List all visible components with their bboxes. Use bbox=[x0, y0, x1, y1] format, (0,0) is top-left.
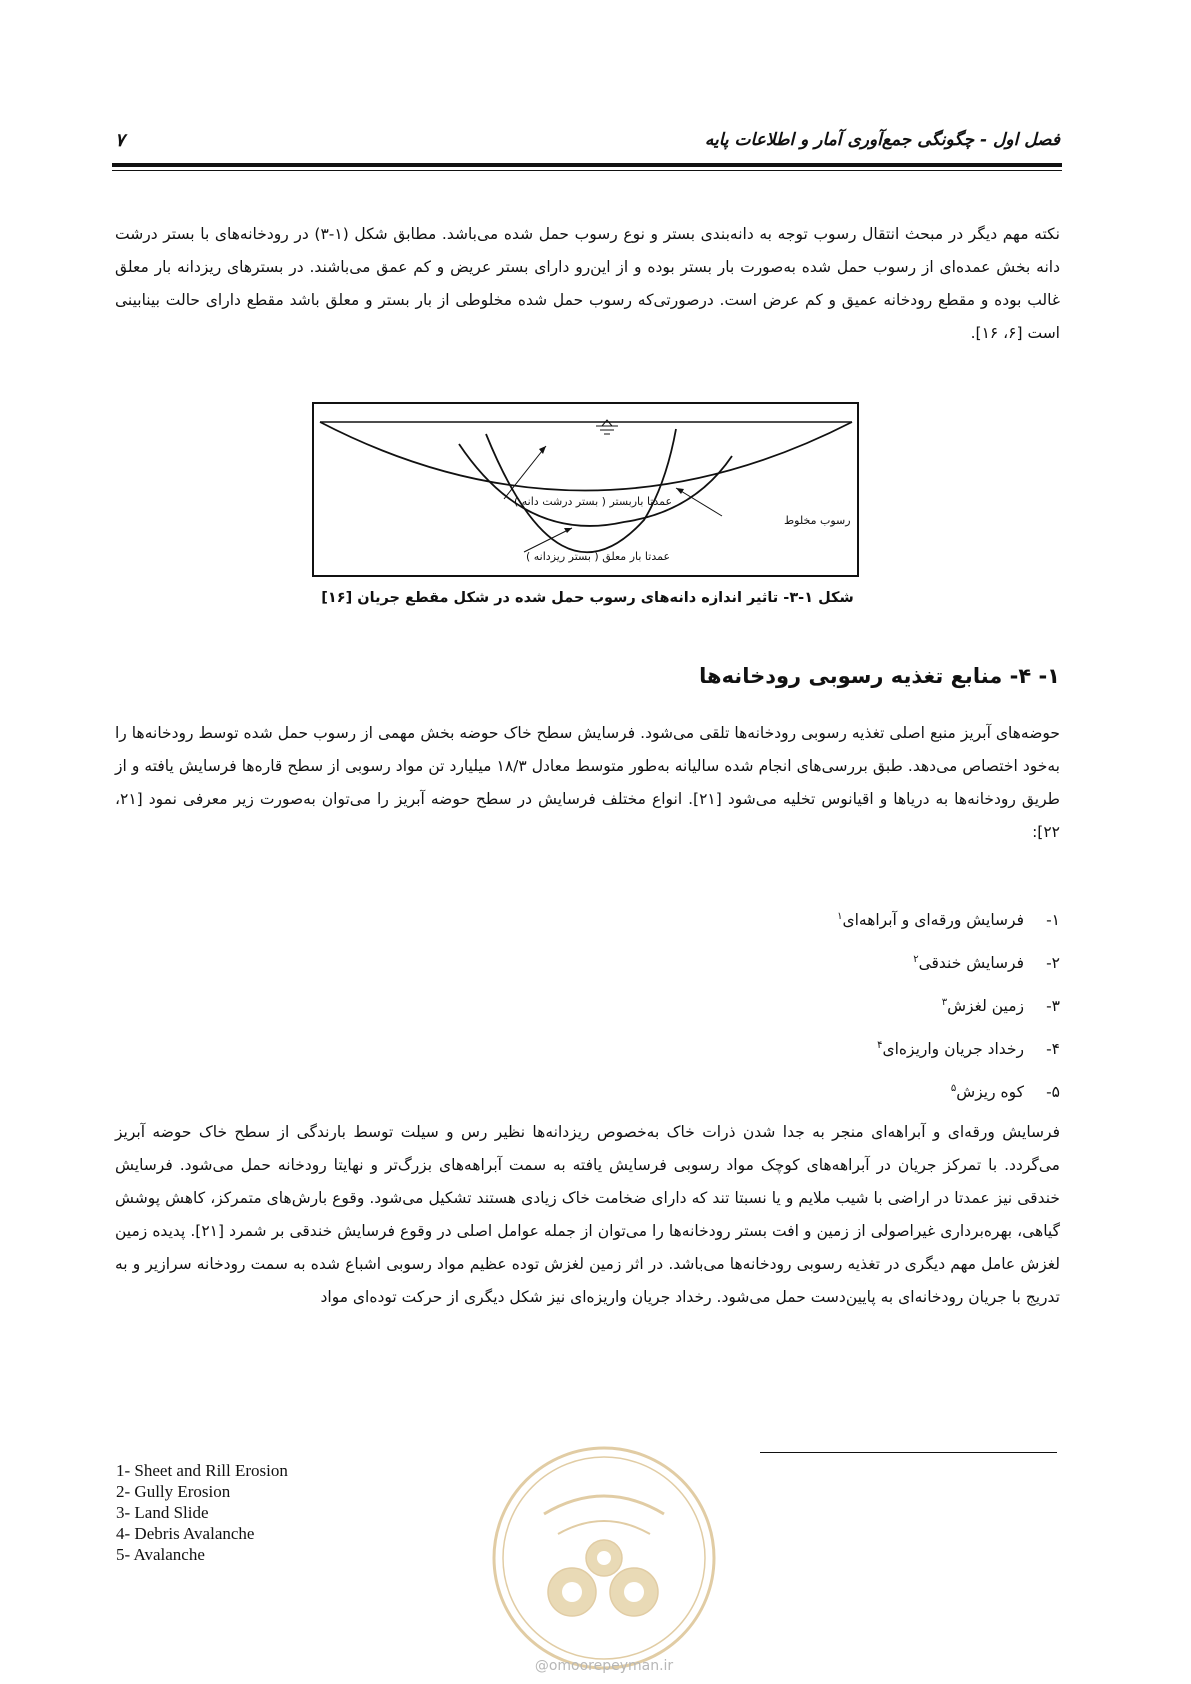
footnote-ref: ۵ bbox=[950, 1082, 957, 1094]
footnote-ref: ۲ bbox=[913, 953, 919, 965]
header-rule-thin bbox=[112, 170, 1062, 171]
footnote: 4- Debris Avalanche bbox=[116, 1524, 255, 1543]
footnote-ref: ۴ bbox=[877, 1039, 883, 1051]
list-item: ۳-زمین لغزش$^۳$ bbox=[941, 996, 1060, 1015]
list-item: ۵-کوه ریزش$^۵$ bbox=[950, 1082, 1060, 1101]
footnote: 1- Sheet and Rill Erosion bbox=[116, 1461, 288, 1480]
footnote: 3- Land Slide bbox=[116, 1503, 209, 1522]
label-bed-load: عمدتا باربستر ( بستر درشت دانه ) bbox=[514, 495, 673, 508]
list-item: ۲-فرسایش خندقی$^۲$ bbox=[913, 953, 1060, 972]
wide-shallow-section bbox=[320, 422, 852, 491]
paragraph-erosion-mechanisms: فرسایش ورقه‌ای و آبراهه‌ای منجر به جدا شدن ذرات خاک به‌خصوص ریزدانه‌ها نظیر رس و سیلت توسط بارندگی از سطح خاک حوضه آبریز می‌گردد. با تمرکز جریان در آبراهه‌های کوچک مواد رسوبی فرسایش یافته به سمت آبراهه‌های بزرگ‌تر و نهایتا رودخانه حمل می‌شود. فرسایش خندقی نیز عمدتا در اراضی با شیب ملایم و یا نسبتا تند که دارای ضخامت خاک زیادی هستند تشکیل می‌شود. وقوع بارش‌های متمرکز، کاهش پوشش گیاهی، بهره‌برداری غیراصولی از زمین و افت بستر رودخانه‌ها را می‌توان از جمله عوامل اصلی در وقوع فرسایش خندقی بر شمرد [۲۱]. پدیده زمین لغزش عامل مهم دیگری در تغذیه رسوبی رودخانه‌ها می‌باشد. در اثر زمین لغزش توده عظیم مواد رسوبی اشباع شده به سمت رودخانه سرازیر و به تدریج با جریان رودخانه‌ای به پایین‌دست حمل می‌شود. رخداد جریان واریزه‌ای نیز شکل دیگری از حرکت توده‌ای مواد bbox=[115, 1123, 1060, 1306]
footnote-separator bbox=[760, 1452, 1057, 1453]
leader-bed-load bbox=[504, 446, 546, 499]
footnotes bbox=[116, 1460, 288, 1565]
chapter-title: فصل اول - چگونگی جمع‌آوری آمار و اطلاعات پایه bbox=[704, 130, 1060, 150]
cross-section-diagram bbox=[314, 404, 857, 575]
watermark-url: @omoorepeyman.ir bbox=[534, 1658, 674, 1674]
footnote-ref: ۳ bbox=[941, 996, 948, 1008]
footnote: 2- Gully Erosion bbox=[116, 1482, 231, 1501]
figure-caption: شکل ۱-۳- تاثیر اندازه دانه‌های رسوب حمل شده در شکل مقطع جریان [۱۶] bbox=[321, 590, 854, 606]
erosion-types-list bbox=[560, 899, 1060, 1114]
header-rule-thick bbox=[112, 163, 1062, 167]
footnote-ref: ۱ bbox=[837, 910, 843, 922]
leader-suspended bbox=[524, 528, 572, 552]
mixed-section bbox=[459, 444, 732, 526]
paragraph-sediment-gradation: نکته مهم دیگر در مبحث انتقال رسوب توجه به دانه‌بندی بستر و نوع رسوب حمل شده می‌باشد. مطابق شکل (۱-۳) در رودخانه‌های با بستر درشت دانه بخش عمده‌ای از رسوب حمل شده به‌صورت بار بستر بوده و از این‌رو دارای بستر عریض و کم عمق می‌باشند. در بسترهای ریزدانه بار معلق غالب بوده و مقطع رودخانه عمیق و کم عرض است. درصورتی‌که رسوب حمل شده مخلوطی از بار بستر و معلق باشد مقطع دارای حالت بینابینی است [۶، ۱۶]. bbox=[115, 225, 1060, 342]
label-suspended-load: عمدتا بار معلق ( بستر ریزدانه ) bbox=[526, 550, 671, 563]
page-number: ۷ bbox=[115, 130, 125, 151]
watermark-logo-icon bbox=[488, 1442, 720, 1674]
section-heading: ۱- ۴- منابع تغذیه رسوبی رودخانه‌ها bbox=[699, 664, 1060, 688]
paragraph-watershed-sources: حوضه‌های آبریز منبع اصلی تغذیه رسوبی رودخانه‌ها تلقی می‌شود. فرسایش سطح خاک حوضه بخش مهمی از رسوب حمل شده توسط رودخانه‌ها را به‌خود اختصاص می‌دهد. طبق بررسی‌های انجام شده سالیانه به‌طور متوسط معادل ۱۸/۳ میلیارد تن مواد رسوبی از سطح قاره‌ها فرسایش یافته و از طریق رودخانه‌ها به دریاها و اقیانوس تخلیه می‌شود [۲۱]. انواع مختلف فرسایش در سطح حوضه آبریز را می‌توان به‌صورت زیر معرفی نمود [۲۱، ۲۲]: bbox=[115, 724, 1061, 841]
list-item: ۴-رخداد جریان واریزه‌ای$^۴$ bbox=[877, 1039, 1060, 1058]
label-mixed-sediment: رسوب مخلوط bbox=[784, 514, 851, 527]
running-header bbox=[115, 130, 1060, 160]
footnote: 5- Avalanche bbox=[116, 1545, 205, 1564]
list-item: ۱-فرسایش ورقه‌ای و آبراهه‌ای$^۱$ bbox=[837, 910, 1060, 929]
figure-channel-cross-sections bbox=[312, 402, 859, 577]
